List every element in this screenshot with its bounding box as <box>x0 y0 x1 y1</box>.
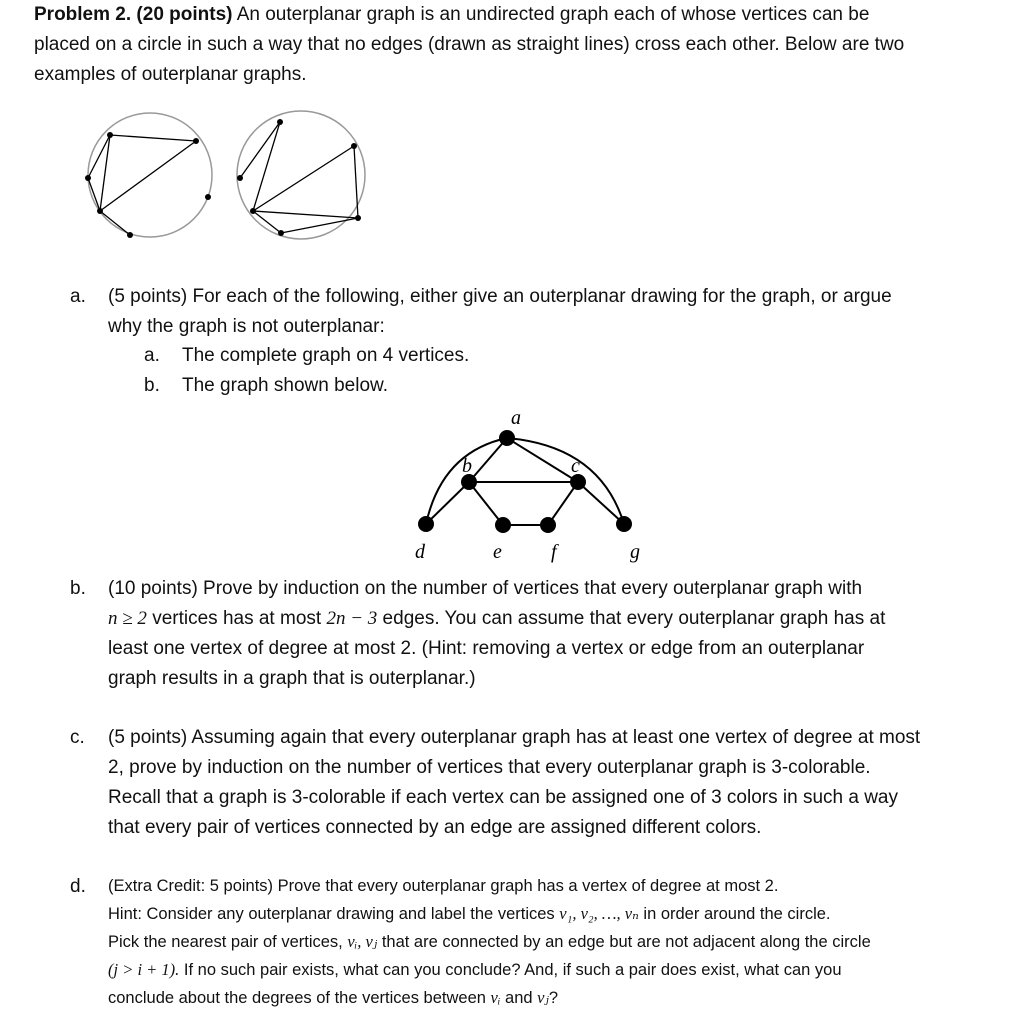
part-d-math-vertices: v₁, v₂, …, vₙ <box>559 904 639 923</box>
part-b-line-2-end: edges. You can assume that every outerplanar graph has at <box>377 608 886 629</box>
part-b-marker: b. <box>70 578 86 599</box>
part-a-line-2: why the graph is not outerplanar: <box>108 316 385 337</box>
right-vertex-4 <box>250 208 256 214</box>
part-d-line-2 <box>108 900 1013 928</box>
part-d-math-vj: vⱼ <box>537 988 549 1007</box>
part-a-text <box>108 282 1008 342</box>
right-vertex-6 <box>355 215 361 221</box>
problem-intro <box>34 0 1014 90</box>
part-d-math-condition: (j > i + 1). <box>108 960 180 979</box>
part-c-line-4: that every pair of vertices connected by an edge are assigned different colors. <box>108 817 762 838</box>
graph-edge-c-g <box>578 482 624 524</box>
part-d-line-3 <box>108 928 1013 956</box>
problem-heading: Problem 2. (20 points) <box>34 4 233 25</box>
part-a-sub-a-text: The complete graph on 4 vertices. <box>182 345 470 366</box>
left-vertex-2 <box>193 138 199 144</box>
graph-label-e: e <box>493 541 502 563</box>
graph-label-a: a <box>511 407 521 429</box>
part-d-line-2-a: Hint: Consider any outerplanar drawing and label the vertices <box>108 905 560 923</box>
part-d-text <box>108 873 1013 1012</box>
left-vertex-3 <box>85 175 91 181</box>
part-d-line-5-a: conclude about the degrees of the vertices between <box>108 989 491 1007</box>
right-vertex-5 <box>278 230 284 236</box>
left-edge-4 <box>100 211 130 235</box>
part-d-line-4-b: If no such pair exists, what can you conclude? And, if such a pair does exist, what can you <box>179 961 842 979</box>
left-edge-1 <box>110 135 196 141</box>
right-edge-1 <box>240 122 280 178</box>
right-edge-5 <box>253 211 358 218</box>
part-c-text <box>108 723 1018 843</box>
part-d-line-4 <box>108 956 1013 984</box>
right-vertex-1 <box>277 119 283 125</box>
part-d-math-pair: vᵢ, vⱼ <box>347 932 378 951</box>
part-b-line-2-mid: vertices has at most <box>146 608 327 629</box>
part-c-line-1: (5 points) Assuming again that every outerplanar graph has at least one vertex of degree at most <box>108 727 921 748</box>
left-edge-3 <box>100 141 196 211</box>
part-c-line-3: Recall that a graph is 3-colorable if each vertex can be assigned one of 3 colors in such a way <box>108 787 899 808</box>
graph-vertex-f <box>540 517 556 533</box>
part-b-math-edges: 2n − 3 <box>326 608 378 629</box>
part-c-marker: c. <box>70 727 85 748</box>
left-vertex-6 <box>205 194 211 200</box>
left-edge-2 <box>100 135 110 211</box>
right-vertex-3 <box>237 175 243 181</box>
part-a-sub-b-marker: b. <box>144 375 160 396</box>
graph-vertex-a <box>499 430 515 446</box>
intro-line-3: examples of outerplanar graphs. <box>34 64 307 85</box>
part-d-line-3-a: Pick the nearest pair of vertices, <box>108 933 348 951</box>
part-d-marker: d. <box>70 876 86 897</box>
graph-vertex-g <box>616 516 632 532</box>
graph-label-c: c <box>571 455 580 477</box>
part-b-line-2 <box>108 604 1008 634</box>
graph-label-b: b <box>462 455 472 477</box>
graph-figure <box>400 402 660 570</box>
intro-line-1 <box>34 0 1014 30</box>
right-vertex-2 <box>351 143 357 149</box>
right-edge-3 <box>253 146 354 211</box>
example-graph-right <box>237 111 365 239</box>
right-edge-2 <box>253 122 280 211</box>
part-a-sub-b-text: The graph shown below. <box>182 375 388 396</box>
graph-edge-b-e <box>469 482 503 525</box>
part-a-line-1: (5 points) For each of the following, either give an outerplanar drawing for the graph, or argue <box>108 286 892 307</box>
left-edge-5 <box>88 178 100 211</box>
graph-label-g: g <box>630 541 640 563</box>
part-d-math-vi: vᵢ <box>490 988 501 1007</box>
graph-vertex-e <box>495 517 511 533</box>
example-graph-left <box>85 113 212 238</box>
graph-vertex-d <box>418 516 434 532</box>
part-a-sub-a-marker: a. <box>144 345 160 366</box>
intro-text-1: An outerplanar graph is an undirected graph each of whose vertices can be <box>236 4 870 25</box>
part-b-line-3: least one vertex of degree at most 2. (Hint: removing a vertex or edge from an outerplanar <box>108 638 865 659</box>
part-a-marker: a. <box>70 286 86 307</box>
part-b-line-1: (10 points) Prove by induction on the number of vertices that every outerplanar graph with <box>108 578 863 599</box>
left-vertex-1 <box>107 132 113 138</box>
graph-label-d: d <box>415 541 425 563</box>
left-vertex-4 <box>97 208 103 214</box>
part-b-text <box>108 574 1008 694</box>
part-d-line-5-end: ? <box>548 989 559 1007</box>
part-d-line-5-mid: and <box>500 989 538 1007</box>
part-b-math-n: n ≥ 2 <box>108 608 147 629</box>
part-d-line-1: (Extra Credit: 5 points) Prove that every outerplanar graph has a vertex of degree at most 2. <box>108 877 779 895</box>
right-edge-7 <box>281 218 358 233</box>
example-graphs-figure <box>80 108 380 248</box>
intro-line-2: placed on a circle in such a way that no edges (drawn as straight lines) cross each other. Below are two <box>34 34 905 55</box>
part-d-line-5 <box>108 984 1013 1012</box>
left-vertex-5 <box>127 232 133 238</box>
part-d-line-2-b: in order around the circle. <box>638 905 831 923</box>
part-d-line-3-b: that are connected by an edge but are not adjacent along the circle <box>377 933 871 951</box>
part-c-line-2: 2, prove by induction on the number of vertices that every outerplanar graph is 3-colorable. <box>108 757 871 778</box>
graph-label-f: f <box>551 541 557 563</box>
part-b-line-4: graph results in a graph that is outerplanar.) <box>108 668 476 689</box>
